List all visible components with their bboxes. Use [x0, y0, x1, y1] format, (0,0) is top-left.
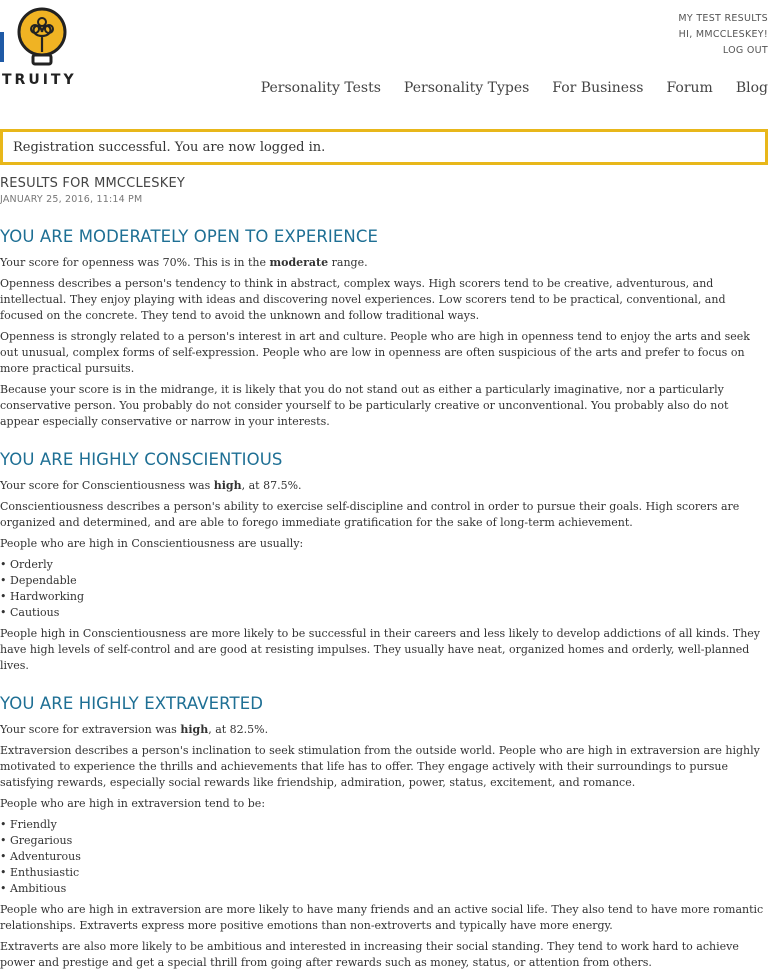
- list-intro: People who are high in extraversion tend to be:: [0, 797, 266, 810]
- section-paragraph: People who are high in extraversion are more likely to have many friends and an active social life. They also tend to have more romantic relationships. Extraverts express more positive emotions than non-extroverts and typically have more energy.: [0, 903, 764, 932]
- score-line: Your score for extraversion was high, at 82.5%.: [0, 723, 269, 736]
- section-paragraph: Extraverts are also more likely to be ambitious and interested in increasing their social standing. They tend to work hard to achieve power and prestige and get a special thrill from going after rewards such as money, status, or attention from others.: [0, 940, 739, 969]
- list-item: • Hardworking: [0, 589, 768, 605]
- user-greeting-link[interactable]: HI, MMCCLESKEY!: [678, 29, 768, 40]
- nav-for-business[interactable]: For Business: [552, 80, 644, 96]
- trait-list: [0, 817, 768, 897]
- log-out-link[interactable]: LOG OUT: [722, 45, 768, 56]
- section-paragraph: Openness describes a person's tendency to think in abstract, complex ways. High scorers tend to be creative, adventurous, and intellectual. They enjoy playing with ideas and discovering novel experiences. Low scorers tend to be practical, conventional, and focused on the concrete. They tend to avoid the unknown and follow traditional ways.: [0, 277, 726, 322]
- results-title: RESULTS FOR MMCCLESKEY: [0, 176, 186, 191]
- section-heading: YOU ARE HIGHLY EXTRAVERTED: [0, 694, 264, 713]
- section-paragraph: Because your score is in the midrange, it is likely that you do not stand out as either a particularly imaginative, nor a particularly conservative person. You probably do not consider yourself to be particularly creative or unconventional. You probably also do not appear especially conservative or narrow in your interests.: [0, 383, 729, 428]
- trait-list: [0, 557, 768, 621]
- main-navigation: [238, 80, 768, 96]
- results-content: [0, 176, 768, 976]
- list-item: • Orderly: [0, 557, 768, 573]
- conscientiousness-section: [0, 450, 768, 674]
- section-heading: YOU ARE MODERATELY OPEN TO EXPERIENCE: [0, 227, 379, 246]
- section-paragraph: Conscientiousness describes a person's ability to exercise self-discipline and control in order to pursue their goals. High scorers are organized and determined, and are able to forego immediate gratification for the sake of long-term achievement.: [0, 500, 740, 529]
- nav-personality-tests[interactable]: Personality Tests: [260, 80, 381, 96]
- my-test-results-link[interactable]: MY TEST RESULTS: [678, 13, 768, 24]
- lightbulb-icon: [14, 6, 70, 66]
- results-date: JANUARY 25, 2016, 11:14 PM: [0, 194, 143, 205]
- list-item: • Enthusiastic: [0, 865, 768, 881]
- list-item: • Adventurous: [0, 849, 768, 865]
- nav-blog[interactable]: Blog: [735, 80, 768, 96]
- section-paragraph: People high in Conscientiousness are more likely to be successful in their careers and less likely to develop addictions of all kinds. They have high levels of self-control and are good at resisting impulses. They usually have neat, organized homes and orderly, well-planned lives.: [0, 627, 761, 672]
- account-links: [678, 11, 768, 59]
- score-line: Your score for Conscientiousness was high, at 87.5%.: [0, 479, 302, 492]
- list-item: • Friendly: [0, 817, 768, 833]
- section-heading: YOU ARE HIGHLY CONSCIENTIOUS: [0, 450, 283, 469]
- nav-forum[interactable]: Forum: [666, 80, 713, 96]
- openness-section: [0, 227, 768, 430]
- list-item: • Ambitious: [0, 881, 768, 897]
- success-alert: Registration successful. You are now logged in.: [0, 129, 768, 165]
- list-intro: People who are high in Conscientiousness are usually:: [0, 537, 304, 550]
- section-paragraph: Openness is strongly related to a person's interest in art and culture. People who are high in openness tend to enjoy the arts and seek out unusual, complex forms of self-expression. People who are low in openness are often suspicious of the arts and prefer to focus on more practical pursuits.: [0, 330, 750, 375]
- list-item: • Gregarious: [0, 833, 768, 849]
- list-item: • Dependable: [0, 573, 768, 589]
- logo-wordmark: TRUITY: [2, 72, 77, 88]
- truity-logo[interactable]: [2, 6, 82, 86]
- list-item: • Cautious: [0, 605, 768, 621]
- nav-personality-types[interactable]: Personality Types: [403, 80, 530, 96]
- section-paragraph: Extraversion describes a person's inclination to seek stimulation from the outside world. People who are high in extraversion are highly motivated to experience the thrills and achievements that life has to offer. They engage actively with their surroundings to pursue satisfying rewards, especially social rewards like friendship, admiration, power, status, excitement, and romance.: [0, 744, 760, 789]
- extraversion-section: [0, 694, 768, 971]
- score-line: Your score for openness was 70%. This is in the moderate range.: [0, 256, 368, 269]
